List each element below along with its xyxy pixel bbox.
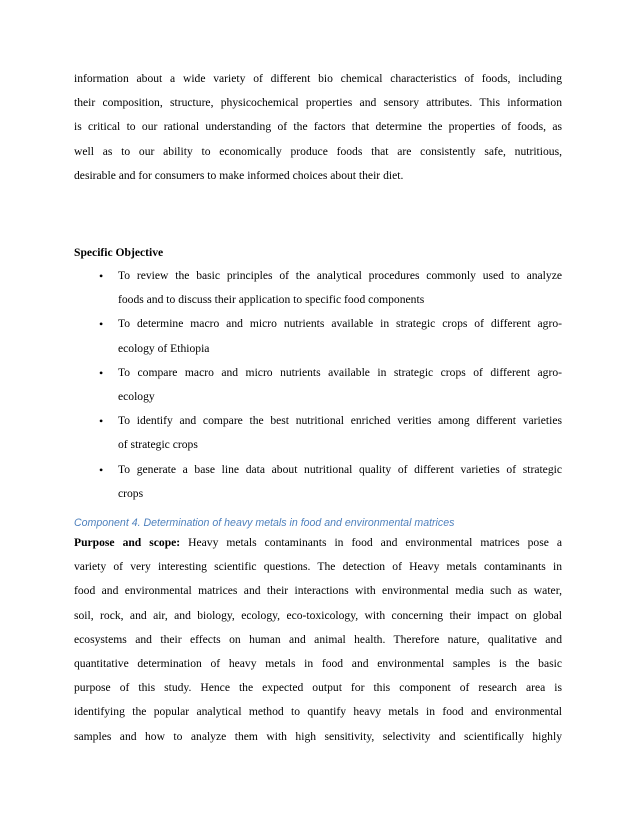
list-item [74,409,562,457]
paragraph-line: identifying the popular analytical method to quantify heavy metals in food and environmental [74,705,562,719]
component-heading: Component 4. Determination of heavy metals in food and environmental matrices [74,517,455,529]
paragraph-line: information about a wide variety of different bio chemical characteristics of foods, including [74,72,562,85]
paragraph-line: variety of very interesting scientific questions. The detection of Heavy metals contaminants in [74,560,562,574]
list-item-line: foods and to discuss their application to specific food components [118,293,425,307]
paragraph-line: ecosystems and their effects on human and animal health. Therefore nature, qualitative and [74,632,562,646]
paragraph-line: well as to our ability to economically produce foods that are consistently safe, nutritious, [74,144,562,158]
purpose-label: Purpose and scope: [74,536,181,549]
list-item-line: To identify and compare the best nutritional enriched verities among different varieties [118,414,562,428]
paragraph-line: purpose of this study. Hence the expected output for this component of research area is [74,681,562,695]
paragraph-line: soil, rock, and air, and biology, ecology, eco-toxicology, with concerning their impact on global [74,608,562,622]
list-item [74,458,562,506]
list-item [74,361,562,409]
list-item-line: ecology of Ethiopia [118,341,210,355]
list-item-line: To review the basic principles of the analytical procedures commonly used to analyze [118,269,562,282]
paragraph-line: food and environmental matrices and their interactions with environmental media such as water, [74,584,562,598]
list-item-line: To compare macro and micro nutrients available in strategic crops of different agro- [118,365,562,379]
list-item-line: of strategic crops [118,438,198,452]
paragraph-line: samples and how to analyze them with high sensitivity, selectivity and scientifically highly [74,729,562,743]
purpose-first-line-text: Heavy metals contaminants in food and environmental matrices pose a [180,536,562,549]
list-item-line: crops [118,486,144,500]
bullet-icon: • [99,317,104,332]
list-item [74,312,562,360]
list-item-line: To determine macro and micro nutrients available in strategic crops of different agro- [118,317,562,331]
bullet-icon: • [99,365,104,380]
bullet-icon: • [99,462,104,477]
paragraph-line [74,531,562,555]
intro-paragraph [74,67,562,188]
specific-objective-heading: Specific Objective [74,246,164,259]
list-item-line: ecology [118,390,155,404]
objective-list [74,264,562,506]
paragraph-line: quantitative determination of heavy metals in food and environmental samples is the basic [74,657,562,671]
purpose-paragraph [74,531,562,749]
paragraph-line: desirable and for consumers to make informed choices about their diet. [74,168,404,182]
list-item [74,264,562,312]
paragraph-line: is critical to our rational understanding of the factors that determine the properties of foods, as [74,120,562,134]
bullet-icon: • [99,414,104,429]
list-item-line: To generate a base line data about nutritional quality of different varieties of strategic [118,462,562,476]
paragraph-line: their composition, structure, physicochemical properties and sensory attributes. This information [74,96,562,110]
bullet-icon: • [99,269,104,283]
